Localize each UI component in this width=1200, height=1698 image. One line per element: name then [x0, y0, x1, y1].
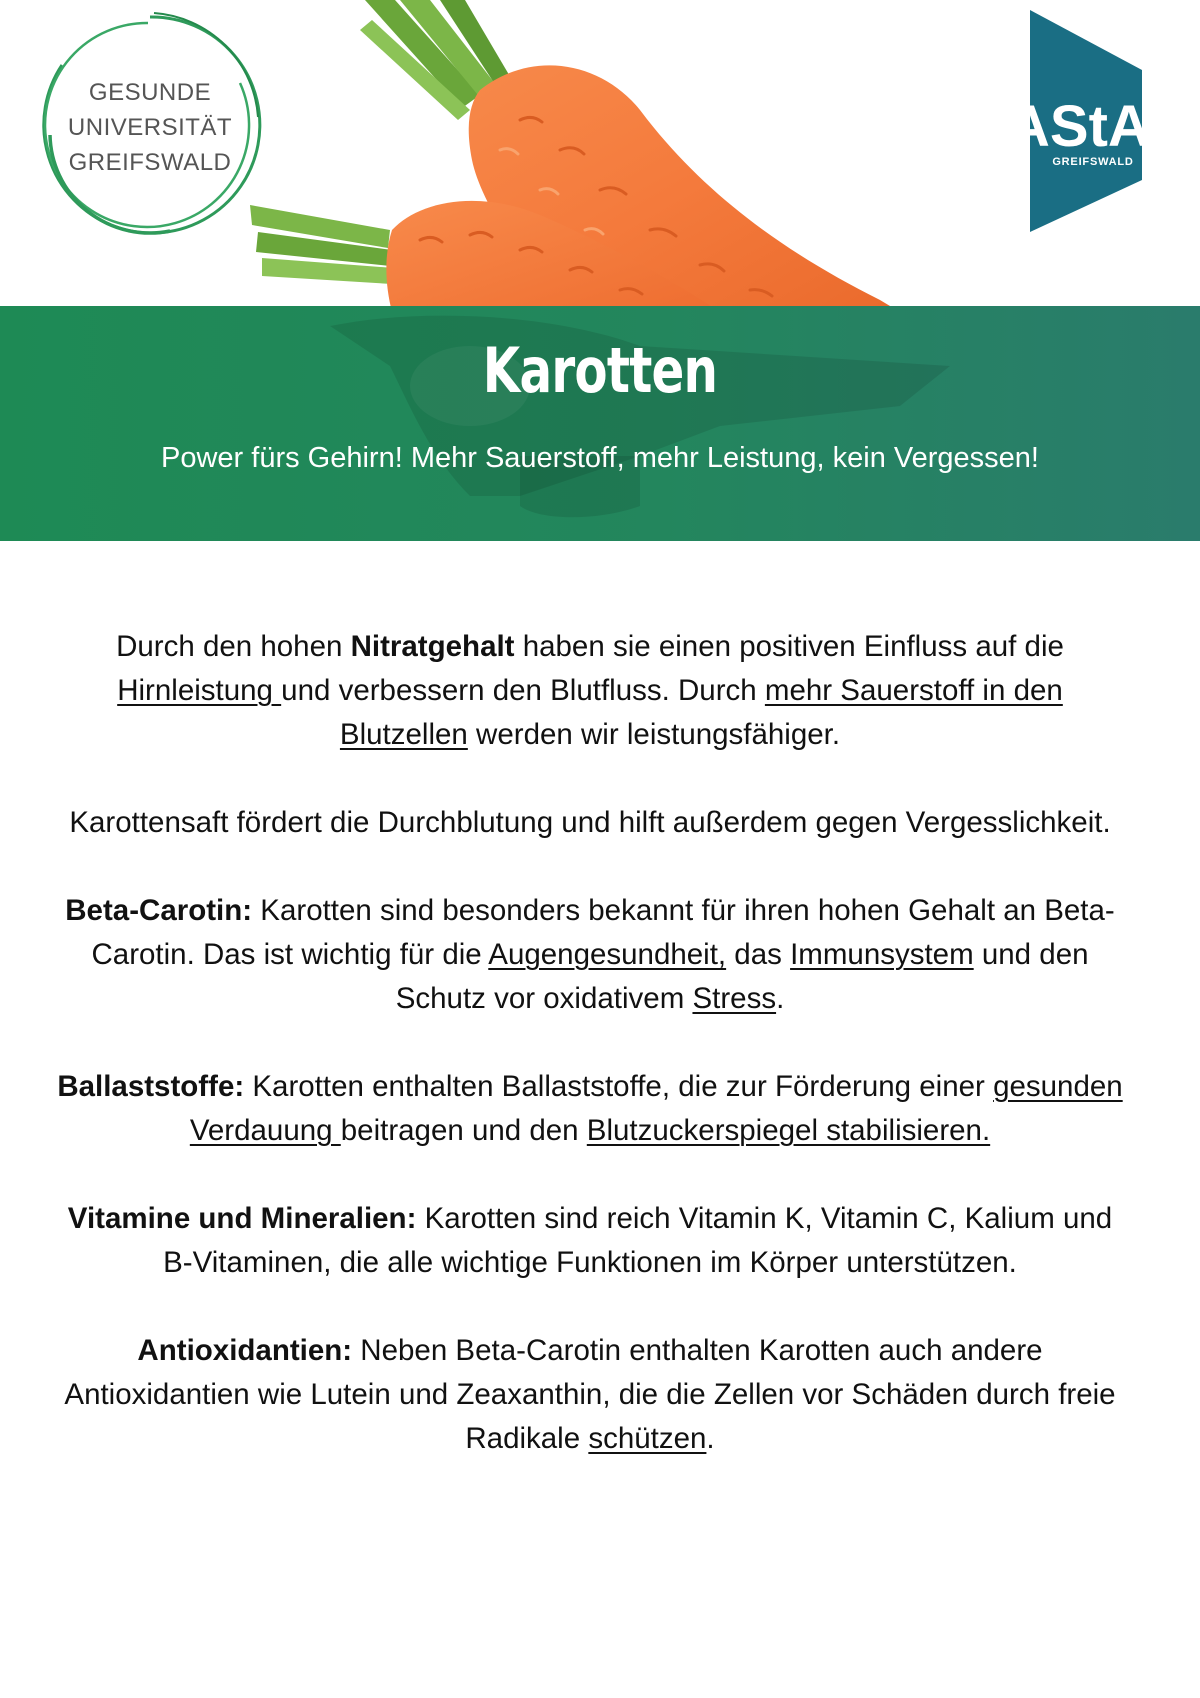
paragraph-beta-carotin: [50, 889, 1130, 1021]
asta-logo: [1008, 10, 1180, 232]
text-span: Karottensaft fördert die Durchblutung und hilft außerdem gegen Vergesslichkeit.: [69, 806, 1111, 839]
text-span: beitragen und den: [340, 1114, 587, 1147]
bold-term: Beta-Carotin:: [65, 894, 253, 927]
underlined-term: mehr Sauerstoff in den Blutzellen: [339, 674, 1063, 751]
underlined-term: gesunden Verdauung: [189, 1070, 1123, 1147]
logo-line-1: GESUNDE: [88, 79, 212, 106]
underlined-term: Blutzuckerspiegel stabilisieren.: [586, 1114, 991, 1147]
bold-term: Antioxidantien:: [137, 1334, 353, 1367]
text-span: Karotten sind besonders bekannt für ihren hohen Gehalt an Beta-Carotin. Das ist wichtig für die: [91, 894, 1115, 971]
gesunde-universitaet-logo: [30, 5, 270, 245]
text-span: Karotten sind reich Vitamin K, Vitamin C, Kalium und B-Vitaminen, die alle wichtige Funktionen im Körper unterstützen.: [163, 1202, 1113, 1279]
underlined-term: Stress: [692, 982, 777, 1015]
paragraph-karottensaft: [50, 801, 1130, 845]
bold-term: Ballaststoffe:: [57, 1070, 245, 1103]
text-span: und den Schutz vor oxidativem: [395, 938, 1089, 1015]
asta-city: GREIFSWALD: [1052, 156, 1134, 168]
paragraph-vitamine: [50, 1197, 1130, 1285]
text-span: das: [726, 938, 791, 971]
paragraph-antioxidantien: [50, 1329, 1130, 1461]
text-span: .: [776, 982, 785, 1015]
text-span: Durch den hohen: [116, 630, 351, 663]
underlined-term: schützen: [588, 1422, 707, 1455]
text-span: Karotten enthalten Ballaststoffe, die zur Förderung einer: [244, 1070, 994, 1103]
paragraph-ballaststoffe: [50, 1065, 1130, 1153]
logo-line-3: GREIFSWALD: [68, 149, 232, 176]
logo-text: [30, 75, 270, 180]
text-span: Neben Beta-Carotin enthalten Karotten auch andere Antioxidantien wie Lutein und Zeaxanthin, die die Zellen vor Schäden durch freie Radikale: [64, 1334, 1116, 1455]
underlined-term: Augengesundheit,: [488, 938, 727, 971]
page-subtitle: Power fürs Gehirn! Mehr Sauerstoff, mehr Leistung, kein Vergessen!: [161, 442, 1039, 474]
text-span: werden wir leistungsfähiger.: [467, 718, 841, 751]
carrot-lower-greens: [250, 205, 394, 284]
text-span: haben sie einen positiven Einfluss auf die: [514, 630, 1064, 663]
asta-wordmark: AStA: [1008, 94, 1150, 159]
bold-term: Nitratgehalt: [350, 630, 515, 663]
underlined-term: Hirnleistung: [117, 674, 282, 707]
text-span: und verbessern den Blutfluss. Durch: [281, 674, 765, 707]
bold-term: Vitamine und Mineralien:: [67, 1202, 417, 1235]
page-title: Karotten: [482, 334, 718, 407]
logo-line-2: UNIVERSITÄT: [67, 114, 233, 141]
paragraph-nitrat: [50, 625, 1130, 757]
text-span: .: [706, 1422, 715, 1455]
article-body: [50, 625, 1130, 1505]
underlined-term: Immunsystem: [790, 938, 974, 971]
title-banner: [0, 306, 1200, 541]
